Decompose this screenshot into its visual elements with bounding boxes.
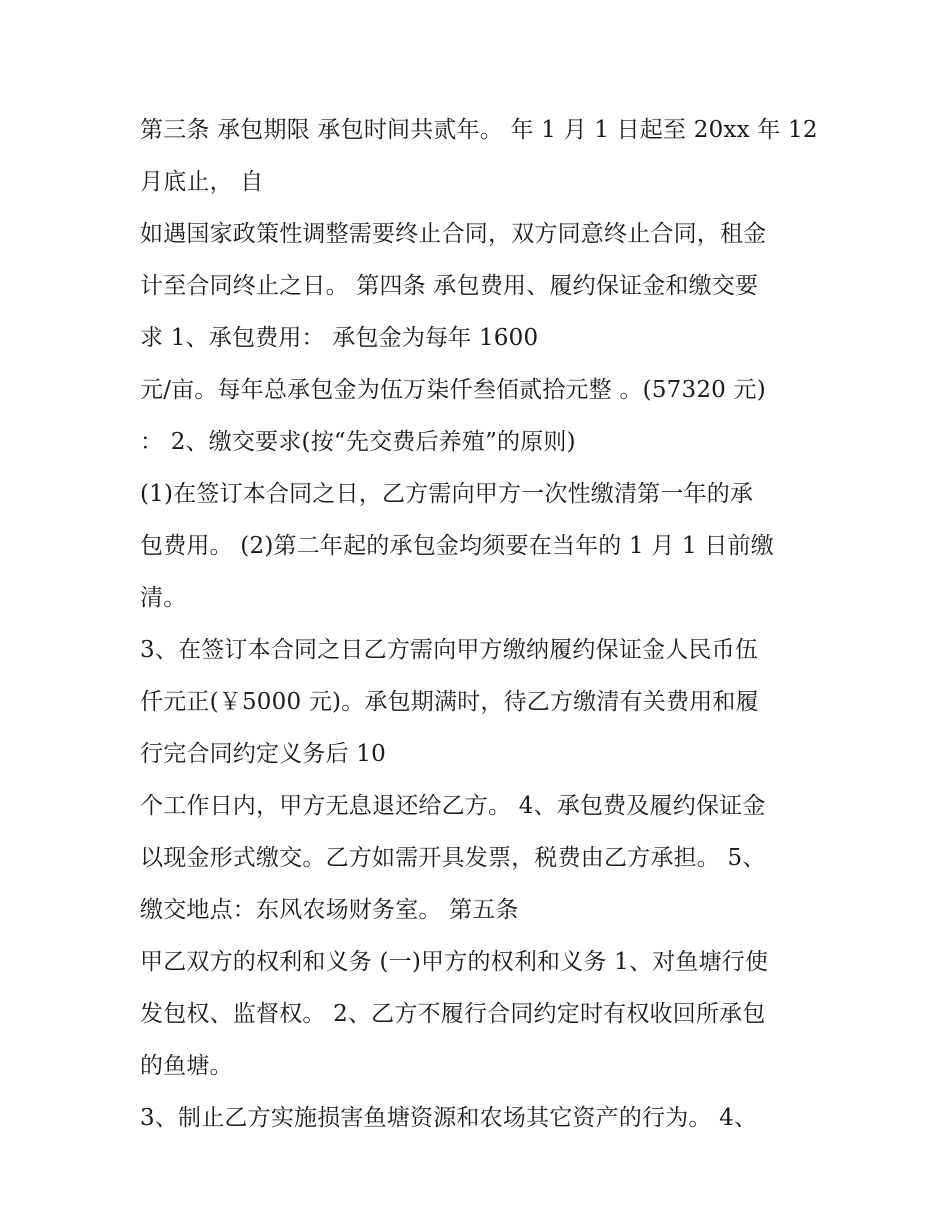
text-line: 仟元正(￥5000 元)。承包期满时，待乙方缴清有关费用和履 [140, 689, 759, 715]
text-line: 甲乙双方的权利和义务 (一)甲方的权利和义务 1、对鱼塘行使 [140, 949, 769, 975]
text-line: ： 2、缴交要求(按“先交费后养殖”的原则) [140, 429, 576, 455]
text-line: 3、在签订本合同之日乙方需向甲方缴纳履约保证金人民币伍 [140, 637, 759, 663]
text-line: 月底止， 自 [140, 169, 264, 195]
text-line: 3、制止乙方实施损害鱼塘资源和农场其它资产的行为。 4、 [140, 1105, 758, 1131]
text-line: 求 1、承包费用： 承包金为每年 1600 [140, 325, 539, 351]
text-line: 如遇国家政策性调整需要终止合同，双方同意终止合同，租金 [140, 221, 767, 247]
text-line: 包费用。 (2)第二年起的承包金均须要在当年的 1 月 1 日前缴 [140, 533, 775, 559]
text-line: 第三条 承包期限 承包时间共贰年。 年 1 月 1 日起至 20xx 年 12 [140, 117, 818, 143]
text-line: (1)在签订本合同之日，乙方需向甲方一次性缴清第一年的承 [140, 481, 754, 507]
text-line: 缴交地点：东风农场财务室。 第五条 [140, 897, 519, 923]
text-line: 个工作日内，甲方无息退还给乙方。 4、承包费及履约保证金 [140, 793, 766, 819]
text-line: 行完合同约定义务后 10 [140, 741, 386, 767]
text-line: 计至合同终止之日。 第四条 承包费用、履约保证金和缴交要 [140, 273, 759, 299]
text-line: 元/亩。每年总承包金为伍万柒仟叁佰贰拾元整 。(57320 元) [140, 377, 766, 403]
text-line: 清。 [140, 585, 187, 611]
document-body [140, 104, 820, 1144]
text-line: 的鱼塘。 [140, 1053, 233, 1079]
text-line: 以现金形式缴交。乙方如需开具发票，税费由乙方承担。 5、 [140, 845, 766, 871]
text-line: 发包权、监督权。 2、乙方不履行合同约定时有权收回所承包 [140, 1001, 766, 1027]
